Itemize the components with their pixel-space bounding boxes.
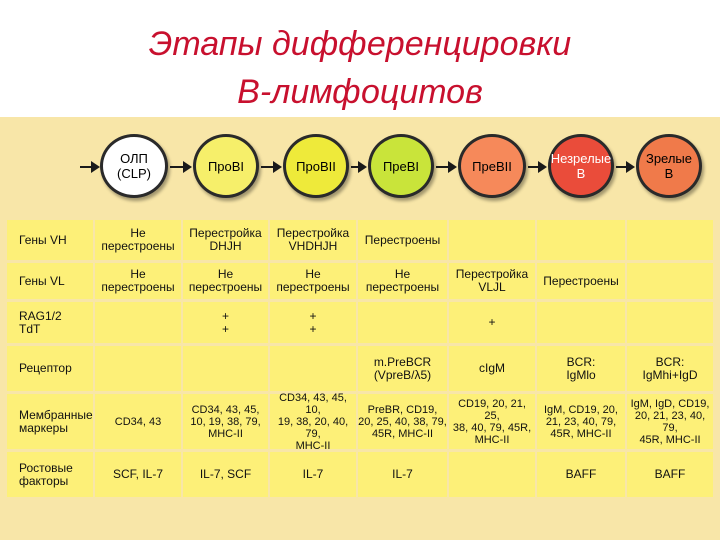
table-cell: CD34, 43, 45, 10, 19, 38, 20, 40, 79, MHC-II (270, 394, 356, 449)
stage-clp: ОЛП (CLP) (100, 134, 168, 198)
row-header: Гены VH (7, 220, 93, 260)
table-cell: Перестройка DHJH (183, 220, 268, 260)
table-cell: Перестройка VLJL (449, 263, 535, 299)
row-header: Ростовые факторы (7, 452, 93, 497)
arrow-in (80, 166, 98, 168)
table-cell: BCR: IgMlo (537, 346, 625, 391)
stage-pre-b2: ПреВII (458, 134, 526, 198)
table-cell: CD34, 43 (95, 394, 181, 449)
row-header: Рецептор (7, 346, 93, 391)
table-cell: Не перестроены (358, 263, 447, 299)
stage-pro-b1: ПроВI (193, 134, 259, 198)
table-cell: + + (183, 302, 268, 343)
table-cell: Не перестроены (183, 263, 268, 299)
stage-pro-b2: ПроВII (283, 134, 349, 198)
table-cell: CD34, 43, 45, 10, 19, 38, 79, MHC-II (183, 394, 268, 449)
table-cell: CD19, 20, 21, 25, 38, 40, 79, 45R, MHC-II (449, 394, 535, 449)
table-cell: IL-7, SCF (183, 452, 268, 497)
slide-title-line-2: В-лимфоцитов (237, 73, 483, 111)
table-cell: Не перестроены (95, 263, 181, 299)
arrow-4 (436, 166, 455, 168)
row-header: RAG1/2 TdT (7, 302, 93, 343)
table-cell: Перестроены (537, 263, 625, 299)
arrow-3 (351, 166, 365, 168)
table-cell: + (449, 302, 535, 343)
table-cell: IgM, CD19, 20, 21, 23, 40, 79, 45R, MHC-II (537, 394, 625, 449)
table-cell: + + (270, 302, 356, 343)
table-cell: Перестроены (358, 220, 447, 260)
table-cell: m.PreBCR (VpreB/λ5) (358, 346, 447, 391)
table-cell (627, 220, 713, 260)
arrow-5 (528, 166, 545, 168)
table-cell: BCR: IgMhi+IgD (627, 346, 713, 391)
row-header: Гены VL (7, 263, 93, 299)
table-cell: IgM, IgD, CD19, 20, 21, 23, 40, 79, 45R, MHC-II (627, 394, 713, 449)
diagram-panel (0, 117, 720, 540)
table-cell (537, 220, 625, 260)
table-cell (95, 346, 181, 391)
table-cell: Не перестроены (270, 263, 356, 299)
table-cell (537, 302, 625, 343)
table-cell (270, 346, 356, 391)
table-cell: IL-7 (270, 452, 356, 497)
table-cell (183, 346, 268, 391)
table-cell (358, 302, 447, 343)
table-cell (449, 220, 535, 260)
table-cell: cIgM (449, 346, 535, 391)
table-cell (627, 263, 713, 299)
slide-title-line-1: Этапы дифференцировки (148, 25, 572, 63)
table-cell: PreBR, CD19, 20, 25, 40, 38, 79, 45R, MHC-II (358, 394, 447, 449)
row-header: Мембранные маркеры (7, 394, 93, 449)
table-cell: Перестройка VHDHJH (270, 220, 356, 260)
stage-pre-b1: ПреВI (368, 134, 434, 198)
table-cell: BAFF (537, 452, 625, 497)
table-cell: SCF, IL-7 (95, 452, 181, 497)
arrow-2 (261, 166, 280, 168)
table-cell: IL-7 (358, 452, 447, 497)
arrow-1 (170, 166, 190, 168)
table-cell (449, 452, 535, 497)
table-cell (95, 302, 181, 343)
table-cell: BAFF (627, 452, 713, 497)
stage-immature-b: Незрелые B (548, 134, 614, 198)
table-cell (627, 302, 713, 343)
arrow-6 (616, 166, 633, 168)
stage-mature-b: Зрелые B (636, 134, 702, 198)
table-cell: Не перестроены (95, 220, 181, 260)
